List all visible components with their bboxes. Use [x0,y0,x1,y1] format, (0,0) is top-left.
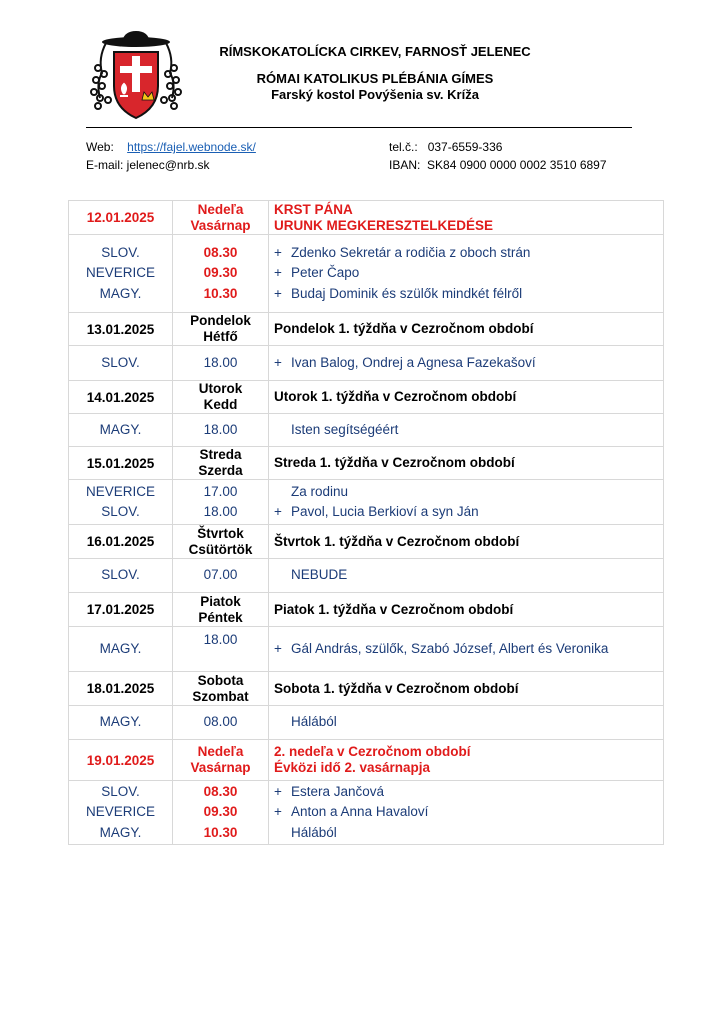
weekday-hu: Szombat [192,688,249,704]
weekday-hu: Csütörtök [188,541,253,557]
mass-intention-line [274,263,663,284]
time-cell [173,480,269,525]
parish-coat-of-arms-logo [84,28,188,124]
time-cell [173,627,269,672]
mass-intention-line [274,482,663,503]
date-cell: 17.01.2025 [69,593,173,627]
header-church-name: Farský kostol Povýšenia sv. Kríža [271,87,479,102]
time-cell [173,706,269,740]
mass-intention: Ivan Balog, Ondrej a Agnesa Fazekašoví [291,354,536,370]
header-divider [86,127,632,128]
weekday-cell [173,381,269,414]
day-header-row [69,740,664,781]
weekday-cell [173,201,269,235]
mass-row [69,414,664,447]
day-header-row [69,381,664,414]
email-line: E-mail: jelenec@nrb.sk [86,158,210,172]
time-cell [173,346,269,381]
mass-intention: Pavol, Lucia Berkioví a syn Ján [291,504,479,519]
date-cell: 12.01.2025 [69,201,173,235]
mass-intention: Za rodinu [291,483,349,499]
iban-label: IBAN: [389,158,421,172]
liturgical-title-cell [269,381,664,414]
liturgical-title: 2. nedeľa v Cezročnom období [274,744,471,759]
mass-place: MAGY. [99,285,142,301]
weekday-hu: Vasárnap [190,760,251,775]
date-cell: 19.01.2025 [69,740,173,781]
mass-intention: NEBUDE [291,567,348,583]
mass-row [69,627,664,672]
iban-value: SK84 0900 0000 0002 3510 6897 [427,158,607,172]
weekday-sk: Streda [199,447,242,462]
mass-time: 09.30 [203,265,238,281]
place-cell [69,706,173,740]
mass-intention: Peter Čapo [291,265,360,281]
weekday-sk: Nedeľa [197,744,244,759]
mass-time: 10.30 [203,824,238,840]
intention-cell [269,414,664,447]
mass-time: 18.00 [203,504,238,519]
liturgical-title-cell [269,593,664,627]
day-header-row [69,201,664,235]
website-link[interactable]: https://fajel.webnode.sk/ [127,140,256,154]
liturgical-title-cell [269,740,664,781]
phone-line [389,140,502,154]
weekday-sk: Pondelok [190,313,251,328]
deceased-mark: + [274,285,282,301]
liturgical-title: KRST PÁNA [274,201,353,217]
weekday-cell [173,593,269,627]
mass-place: NEVERICE [85,483,156,499]
weekday-sk: Štvrtok [197,525,244,541]
mass-intention-line [274,243,663,264]
header-parish-name-sk: RÍMSKOKATOLÍCKA CIRKEV, FARNOSŤ JELENEC [219,44,531,59]
mass-place: MAGY. [99,421,142,437]
place-cell [69,235,173,313]
mass-row [69,559,664,593]
intention-cell [269,480,664,525]
mass-intention: Gál András, szülők, Szabó József, Albert és Veronika [291,640,609,656]
weekday-sk: Utorok [198,381,243,396]
time-cell [173,781,269,845]
intention-cell [269,627,664,672]
intention-cell [269,346,664,381]
liturgical-subtitle: Évközi idő 2. vasárnapja [274,760,431,775]
mass-schedule-table [68,200,664,845]
mass-place: NEVERICE [85,804,156,820]
mass-row [69,235,664,313]
weekday-cell [173,447,269,480]
mass-place: MAGY. [99,640,142,656]
mass-time: 18.00 [203,632,238,647]
mass-intention-line [274,353,663,374]
weekday-hu: Vasárnap [190,217,251,233]
liturgical-title-cell [269,525,664,559]
mass-row [69,480,664,525]
liturgical-title: Štvrtok 1. týždňa v Cezročnom období [274,533,520,549]
liturgical-title-cell [269,447,664,480]
intention-cell [269,559,664,593]
mass-row [69,706,664,740]
mass-intention-line [274,823,663,844]
mass-time: 08.30 [203,783,238,799]
weekday-hu: Hétfő [203,329,238,344]
place-cell [69,480,173,525]
mass-intention: Zdenko Sekretár a rodičia z oboch strán [291,244,531,260]
time-cell [173,414,269,447]
intention-cell [269,235,664,313]
weekday-hu: Kedd [203,397,238,412]
mass-place: NEVERICE [85,265,156,281]
mass-time: 08.30 [203,244,238,260]
liturgical-title: Streda 1. týždňa v Cezročnom období [274,455,515,470]
liturgical-title-cell [269,201,664,235]
date-cell: 13.01.2025 [69,313,173,346]
mass-intention-line [274,712,663,733]
web-label: Web: [86,140,114,154]
day-header-row [69,313,664,346]
mass-time: 10.30 [203,285,238,301]
mass-time: 08.00 [203,714,238,730]
mass-place: SLOV. [101,354,140,370]
deceased-mark: + [274,244,282,260]
place-cell [69,627,173,672]
mass-place: MAGY. [99,824,142,840]
liturgical-title: Piatok 1. týždňa v Cezročnom období [274,601,514,617]
weekday-sk: Nedeľa [197,201,244,217]
mass-intention: Anton a Anna Havaloví [291,804,429,820]
deceased-mark: + [274,504,282,519]
deceased-mark: + [274,804,282,820]
deceased-mark: + [274,783,282,799]
weekday-cell [173,525,269,559]
day-header-row [69,525,664,559]
mass-intention: Hálából [291,824,337,840]
place-cell [69,559,173,593]
day-header-row [69,447,664,480]
mass-time: 07.00 [203,567,238,583]
weekday-sk: Piatok [200,593,241,609]
date-cell: 15.01.2025 [69,447,173,480]
mass-row [69,346,664,381]
mass-intention: Isten segítségéért [291,421,399,437]
tel-value: 037-6559-336 [427,140,503,154]
mass-intention-line [274,420,663,441]
place-cell [69,414,173,447]
mass-place: MAGY. [99,714,142,730]
weekday-cell [173,740,269,781]
place-cell [69,781,173,845]
mass-row [69,781,664,845]
time-cell [173,559,269,593]
mass-time: 18.00 [203,354,238,370]
day-header-row [69,672,664,706]
web-line [86,140,256,154]
mass-intention-line [274,802,663,823]
deceased-mark: + [274,640,282,656]
mass-time: 17.00 [203,483,238,499]
mass-intention-line [274,565,663,586]
liturgical-title: Pondelok 1. týždňa v Cezročnom období [274,321,534,336]
mass-intention: Estera Jančová [291,783,385,799]
mass-place: SLOV. [101,244,140,260]
weekday-sk: Sobota [197,672,244,688]
weekday-cell [173,313,269,346]
place-cell [69,346,173,381]
iban-line [389,158,607,172]
mass-place: SLOV. [101,504,140,519]
mass-intention-line [274,502,663,523]
day-header-row [69,593,664,627]
deceased-mark: + [274,265,282,281]
liturgical-title-cell [269,672,664,706]
time-cell [173,235,269,313]
mass-time: 09.30 [203,804,238,820]
mass-intention: Hálából [291,714,337,730]
mass-place: SLOV. [101,567,140,583]
liturgical-title: Sobota 1. týždňa v Cezročnom období [274,680,519,696]
mass-intention-line [274,284,663,305]
mass-intention-line [274,639,663,660]
liturgical-title: Utorok 1. týždňa v Cezročnom období [274,389,517,404]
weekday-cell [173,672,269,706]
mass-place: SLOV. [101,783,140,799]
mass-intention-line [274,782,663,803]
weekday-hu: Péntek [198,609,243,625]
mass-intention: Budaj Dominik és szülők mindkét félről [291,285,523,301]
intention-cell [269,706,664,740]
date-cell: 14.01.2025 [69,381,173,414]
liturgical-subtitle: URUNK MEGKERESZTELKEDÉSE [274,217,494,233]
header-parish-name-hu: RÓMAI KATOLIKUS PLÉBÁNIA GÍMES [256,71,494,86]
mass-time: 18.00 [203,421,238,437]
liturgical-title-cell [269,313,664,346]
tel-label: tel.č.: [389,140,418,154]
date-cell: 18.01.2025 [69,672,173,706]
date-cell: 16.01.2025 [69,525,173,559]
deceased-mark: + [274,354,282,370]
intention-cell [269,781,664,845]
weekday-hu: Szerda [198,463,243,478]
